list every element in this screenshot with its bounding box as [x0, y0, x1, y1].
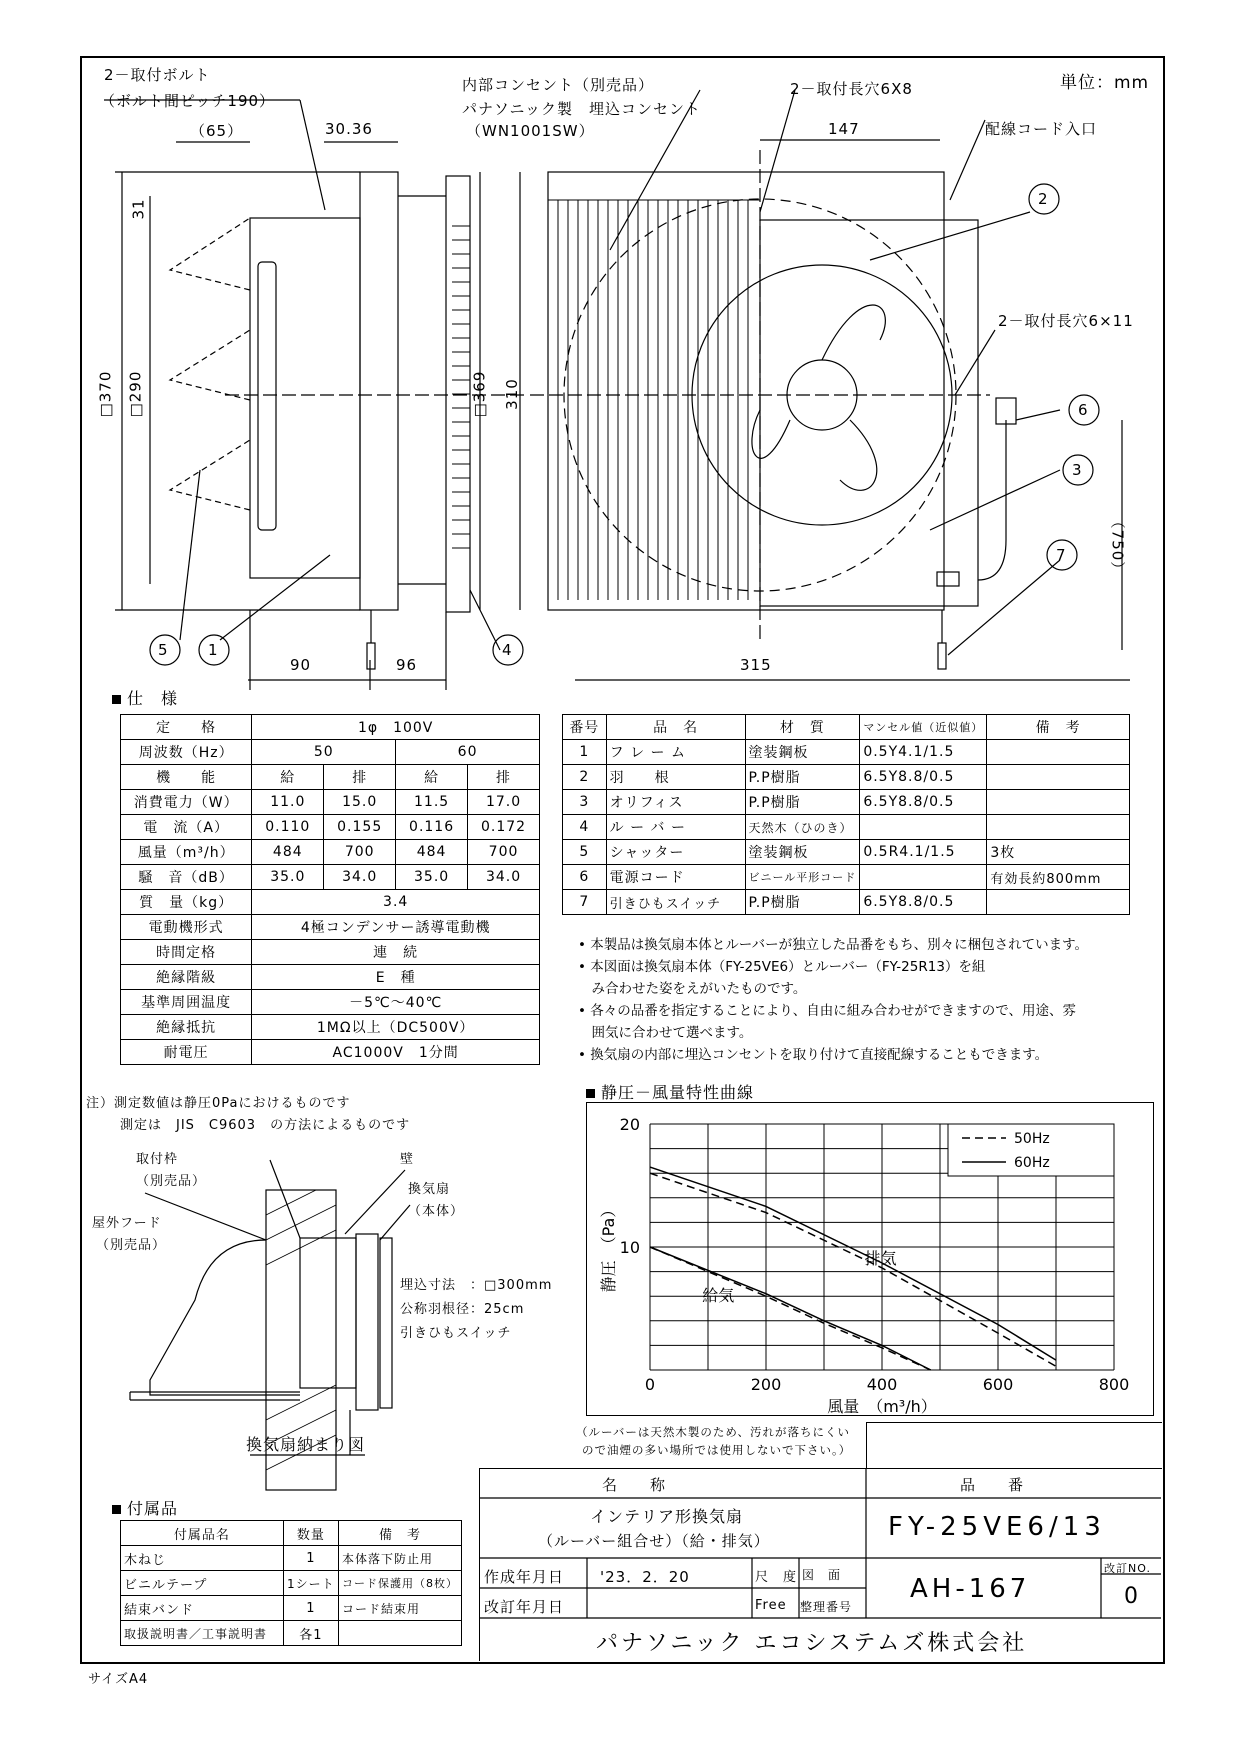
tb-number-label: 整理番号 [800, 1600, 853, 1614]
accessory-table: 付属品名 数量 備 考 木ねじ 1 本体落下防止用 ビニルテープ 1シート コード保護用（8枚） 結束バンド 1 コード結束用 取扱説明書／工事説明書 各1 [120, 1520, 462, 1646]
label-outlet-3: （WN1001SW） [466, 122, 595, 140]
spec-title: 仕 様 [112, 686, 178, 709]
x-tick-label: 800 [1098, 1375, 1130, 1394]
label-outlet-2: パナソニック製 埋込コンセント [462, 100, 701, 118]
dim-96: 96 [396, 656, 418, 674]
caution-1: （ルーバーは天然木製のため、汚れが落ちにくい [576, 1425, 850, 1439]
tb-product-number: FY-25VE6/13 [888, 1512, 1106, 1542]
note-line: • 各々の品番を指定することにより、自由に組み合わせができますので、用途、雰 [578, 1003, 1076, 1019]
tb-drawing-number: AH-167 [910, 1574, 1031, 1604]
spec-note-1: 注）測定数値は静圧0Paにおけるものです [86, 1096, 351, 1111]
callout-2: 2 [1038, 190, 1049, 208]
dim-147: 147 [828, 120, 860, 138]
tb-rev-no-label: 改訂NO. [1104, 1562, 1151, 1575]
callout-7: 7 [1056, 546, 1067, 564]
install-fan-label-2: （本体） [408, 1204, 465, 1219]
paper-size: サイズA4 [88, 1672, 149, 1687]
annotation-label: 排気 [864, 1249, 897, 1269]
dim-290: □290 [126, 370, 145, 418]
install-caption: 換気扇納まり図 [246, 1435, 366, 1454]
install-spec-2: 公称羽根径：25cm [400, 1302, 525, 1317]
tb-name-2: （ルーバー組合せ）（給・排気） [538, 1532, 770, 1550]
note-line: 囲気に合わせて選べます。 [578, 1025, 753, 1041]
label-bolt-pitch: （ボルト間ピッチ190） [100, 92, 276, 110]
tb-company: パナソニック エコシステムズ株式会社 [596, 1631, 1028, 1656]
install-hood-label: 屋外フード [92, 1216, 162, 1231]
install-wall-label: 壁 [400, 1152, 415, 1167]
caution-2: ので油煙の多い場所では使用しないで下さい。） [582, 1443, 852, 1457]
dim-31: 31 [129, 198, 148, 220]
x-tick-label: 400 [866, 1375, 898, 1394]
y-tick-label: 10 [619, 1238, 640, 1257]
dim-310: 310 [502, 378, 521, 410]
dim-65: （65） [190, 122, 244, 140]
fan-blade [840, 420, 877, 490]
install-spec-1: 埋込寸法 ：□300mm [400, 1278, 553, 1293]
label-bolt: 2－取付ボルト [104, 66, 211, 84]
front-louver-slats [548, 200, 760, 600]
dim-3036: 30.36 [325, 120, 373, 138]
dim-750: （750） [1108, 513, 1127, 578]
tb-drawing-label: 図 面 [802, 1568, 842, 1582]
tb-made-date: '23．2．20 [600, 1568, 690, 1586]
callout-6: 6 [1078, 401, 1089, 419]
install-frame-label: 取付枠 [136, 1152, 179, 1167]
install-spec-3: 引きひもスイッチ [400, 1326, 512, 1341]
static-pressure-chart [586, 1102, 1154, 1416]
callout-1: 1 [208, 641, 219, 659]
install-frame-label-2: （別売品） [136, 1174, 207, 1189]
tb-rev-label: 改訂年月日 [484, 1598, 565, 1616]
callout-5: 5 [158, 641, 169, 659]
tb-made-label: 作成年月日 [484, 1568, 565, 1586]
acc-title: 付属品 [112, 1496, 178, 1519]
legend-label: 50Hz [1014, 1131, 1050, 1147]
tb-name-header: 名 称 [602, 1476, 667, 1494]
dim-369: □369 [470, 370, 489, 418]
install-fan-label: 換気扇 [408, 1182, 451, 1197]
install-fan-body [300, 1238, 356, 1388]
spec-table: 定 格 1φ 100V 周波数（Hz） 50 60 機 能 給 排 給 排 消費電力（W） 11.0 15.0 11.5 17.0 電 流（A） 0.110 0.155 0.116 0.172 風量（m³/h） 484 700 484 700 騒 音（dB） 35.0 34.0 35.0 34.0 質 量（kg） 3.4 電動機形式 4極コンデンサー誘導電動機 時間定格 連 続 絶縁階級 E 種 基準周囲温度 －5℃～40℃ 絶縁抵抗 1MΩ以上（DC500V） 耐電圧 AC1000V 1分間 [120, 714, 540, 1065]
parts-table: 番号 品 名 材 質 マンセル値（近似値） 備 考 1 フ レ ー ム 塗装鋼板 0.5Y4.1/1.5 2 羽 根 P.P樹脂 6.5Y8.8/0.5 3 オリフィス P.P樹脂 6.5Y8.8/0.5 4 ル ー バ ー 天然木（ひのき） 5 シャッター 塗装鋼板 0.5R4.1/1.5 3枚 6 電源コード ビニール平形コード 有効長約800mm 7 引きひもスイッチ P.P樹脂 6.5Y8.8/0.5 [562, 714, 1130, 915]
x-tick-label: 200 [750, 1375, 782, 1394]
front-orifice [760, 220, 978, 606]
tb-scale-value: Free [755, 1598, 787, 1613]
tb-name-1: インテリア形換気扇 [590, 1507, 744, 1526]
chart-title: 静圧－風量特性曲線 [586, 1080, 754, 1103]
callout-3: 3 [1072, 461, 1083, 479]
label-hole-side: 2－取付長穴6×11 [998, 312, 1134, 330]
install-louver [380, 1238, 392, 1408]
callout-4: 4 [502, 641, 513, 659]
dim-370: □370 [96, 370, 115, 418]
note-line: • 本図面は換気扇本体（FY-25VE6）とルーバー（FY-25R13）を組 [578, 959, 986, 975]
unit-label: 単位：mm [1060, 73, 1150, 93]
series-line [650, 1173, 1056, 1366]
y-axis-label: 静圧 （Pa） [599, 1201, 618, 1293]
annotation-label: 給気 [702, 1286, 735, 1306]
fan-blade [822, 305, 885, 360]
note-line: • 本製品は換気扇本体とルーバーが独立した品番をもち、別々に梱包されています。 [578, 937, 1088, 953]
tb-pn-header: 品 番 [960, 1476, 1025, 1494]
dim-90: 90 [290, 656, 312, 674]
outdoor-hood [150, 1240, 300, 1395]
label-hole-top: 2－取付長穴6X8 [790, 80, 913, 98]
power-cord [978, 420, 1006, 580]
note-line: み合わせた姿をえがいたものです。 [578, 981, 807, 997]
fan-blade [752, 410, 790, 458]
tb-blank [866, 1422, 1162, 1469]
legend-label: 60Hz [1014, 1155, 1050, 1171]
tb-rev-no: 0 [1124, 1584, 1139, 1609]
dim-315: 315 [740, 656, 772, 674]
tb-scale-label: 尺 度 [755, 1570, 798, 1585]
x-tick-label: 0 [644, 1375, 656, 1394]
spec-note-2: 測定は JIS C9603 の方法によるものです [120, 1118, 411, 1133]
label-cord-entry: 配線コード入口 [985, 120, 1098, 138]
label-outlet-1: 内部コンセント（別売品） [462, 76, 655, 94]
note-line: • 換気扇の内部に埋込コンセントを取り付けて直接配線することもできます。 [578, 1047, 1049, 1063]
front-frame [548, 172, 944, 610]
install-hood-label-2: （別売品） [96, 1238, 167, 1253]
x-axis-label: 風量 （m³/h） [827, 1397, 937, 1416]
install-frame [356, 1234, 378, 1410]
notes-block [578, 934, 1088, 1066]
x-tick-label: 600 [982, 1375, 1014, 1394]
y-tick-label: 20 [619, 1115, 640, 1134]
